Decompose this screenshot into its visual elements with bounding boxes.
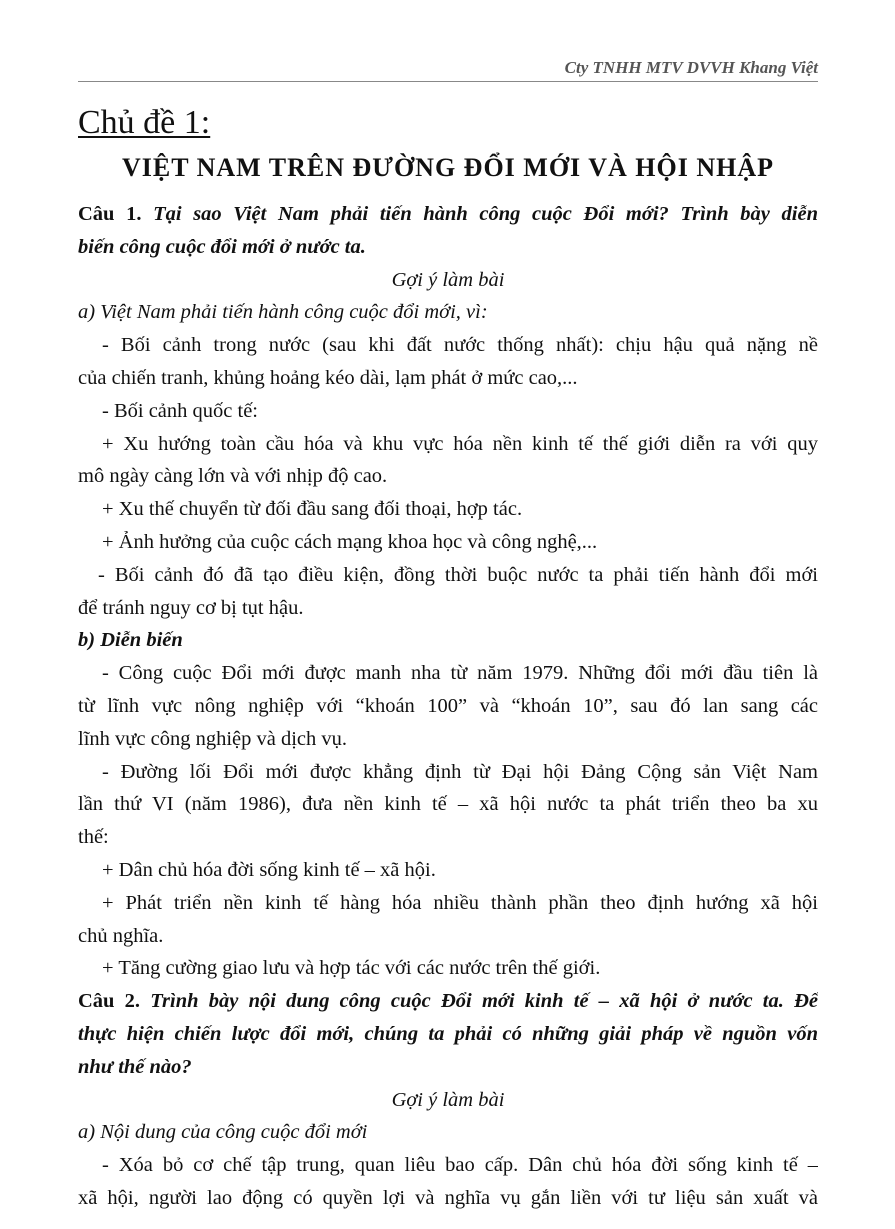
q1-question-text-1: Tại sao Việt Nam phải tiến hành công cuộc Đổi mới? Trình bày diễn (141, 203, 818, 225)
q1-a-line: để tránh nguy cơ bị tụt hậu. (78, 596, 304, 619)
chapter-title: VIỆT NAM TRÊN ĐƯỜNG ĐỔI MỚI VÀ HỘI NHẬP (122, 153, 774, 182)
page-header-publisher: Cty TNHH MTV DVVH Khang Việt (564, 58, 818, 77)
q1-question-line-2: biến công cuộc đổi mới ở nước ta. (78, 235, 366, 258)
q2-section-a-heading: a) Nội dung của công cuộc đổi mới (78, 1121, 368, 1144)
q1-b-line: + Tăng cường giao lưu và hợp tác với các nước trên thế giới. (102, 957, 601, 980)
q1-section-b-heading: b) Diễn biến (78, 629, 183, 652)
q2-question-line-1 (78, 985, 818, 1018)
q1-a-line: - Bối cảnh quốc tế: (102, 399, 258, 422)
q2-a-line: xã hội, người lao động có quyền lợi và nghĩa vụ gắn liền với tư liệu sản xuất và (78, 1186, 818, 1209)
q1-b-line: + Phát triển nền kinh tế hàng hóa nhiều thành phần theo định hướng xã hội (102, 891, 818, 914)
q1-question-line-1 (78, 198, 818, 231)
q1-a-line: mô ngày càng lớn và với nhịp độ cao. (78, 465, 388, 488)
q2-question-line-3: như thế nào? (78, 1055, 192, 1078)
q2-question-text-1: Trình bày nội dung công cuộc Đổi mới kinh tế – xã hội ở nước ta. Để (140, 990, 818, 1013)
q1-b-line: - Đường lối Đổi mới được khẳng định từ Đại hội Đảng Cộng sản Việt Nam (102, 760, 818, 783)
q2-a-line: - Xóa bỏ cơ chế tập trung, quan liêu bao cấp. Dân chủ hóa đời sống kinh tế – (102, 1154, 818, 1177)
q1-b-line: + Dân chủ hóa đời sống kinh tế – xã hội. (102, 858, 436, 881)
q1-a-line: + Xu thế chuyển từ đối đầu sang đối thoại, hợp tác. (102, 498, 523, 521)
q2-question-line-2: thực hiện chiến lược đổi mới, chúng ta phải có những giải pháp về nguồn vốn (78, 1022, 818, 1045)
q1-b-line: lần thứ VI (năm 1986), đưa nền kinh tế – xã hội nước ta phát triển theo ba xu (78, 793, 818, 816)
q1-b-line: - Công cuộc Đổi mới được manh nha từ năm 1979. Những đổi mới đầu tiên là (102, 662, 818, 685)
q1-b-line: chủ nghĩa. (78, 924, 164, 947)
q1-b-line: lĩnh vực công nghiệp và dịch vụ. (78, 727, 348, 750)
q1-b-line: thế: (78, 826, 109, 849)
q1-section-a-heading: a) Việt Nam phải tiến hành công cuộc đổi mới, vì: (78, 301, 488, 324)
q1-b-line: từ lĩnh vực nông nghiệp với “khoán 100” và “khoán 10”, sau đó lan sang các (78, 694, 818, 717)
header-divider (78, 81, 818, 82)
q1-a-line: + Xu hướng toàn cầu hóa và khu vực hóa nền kinh tế thế giới diễn ra với quy (102, 432, 818, 455)
q2-hint: Gợi ý làm bài (391, 1088, 505, 1111)
q1-hint: Gợi ý làm bài (391, 268, 505, 291)
q2-label: Câu 2. (78, 990, 141, 1013)
topic-heading: Chủ đề 1: (78, 104, 211, 141)
document-body (78, 198, 818, 1215)
q1-a-line: - Bối cảnh đó đã tạo điều kiện, đồng thời buộc nước ta phải tiến hành đổi mới (98, 563, 818, 586)
q1-a-line: + Ảnh hưởng của cuộc cách mạng khoa học và công nghệ,... (102, 530, 598, 553)
q1-label: Câu 1. (78, 203, 142, 225)
q1-a-line: của chiến tranh, khủng hoảng kéo dài, lạm phát ở mức cao,... (78, 366, 578, 389)
q1-a-line: - Bối cảnh trong nước (sau khi đất nước thống nhất): chịu hậu quả nặng nề (102, 334, 818, 357)
